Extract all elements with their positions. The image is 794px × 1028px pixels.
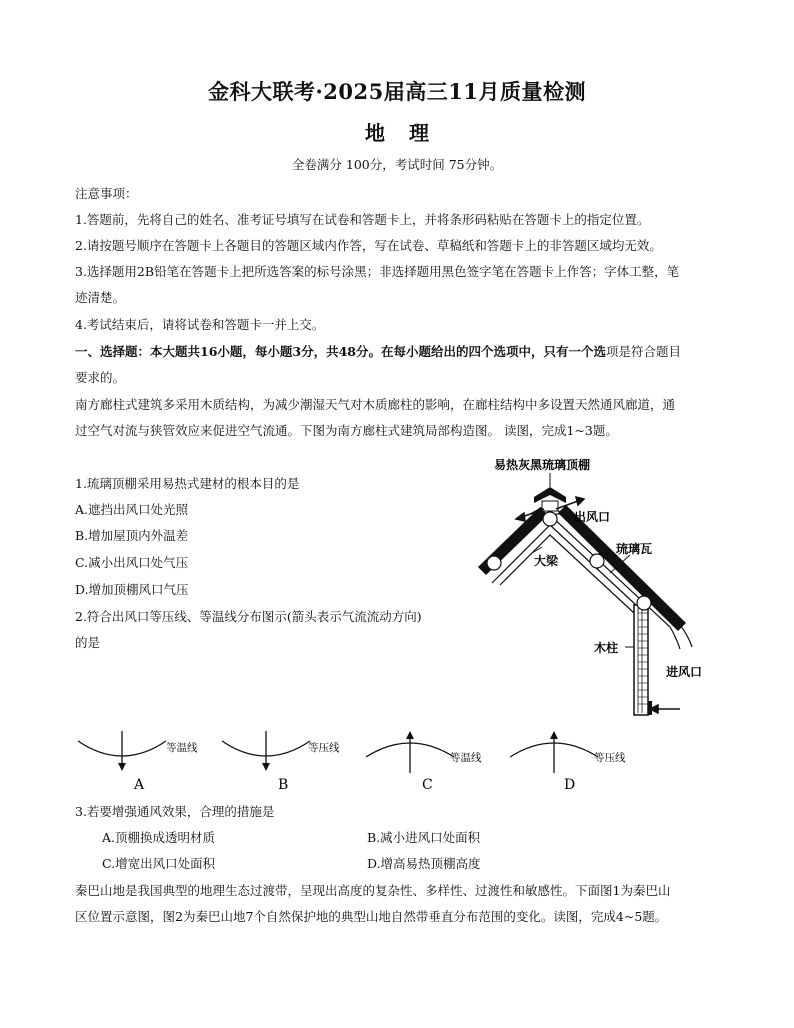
passage-line: 区位置示意图，图2为秦巴山地7个自然保护地的典型山地自然带垂直分布范围的变化。读图，完成4~5题。 [75,909,668,924]
curve-label: 等压线 [594,752,626,764]
label-outlet: 出风口 [574,510,611,524]
exam-info: 全卷满分 100分，考试时间 75分钟。 [291,157,503,172]
label-inlet: 进风口 [666,665,703,679]
q1-option-c: C.减小出风口处气压 [75,555,189,570]
label-glazed-tile: 琉璃瓦 [616,542,653,556]
note-item: 1.答题前，先将自己的姓名、准考证号填写在试卷和答题卡上，并将条形码粘贴在答题卡上的指定位置。 [75,212,650,227]
label-glass-canopy: 易热灰黑琉璃顶棚 [494,458,591,472]
diagram-d [510,731,626,793]
q3-option-b: B.减小进风口处面积 [367,830,481,845]
q1-option-d: D.增加顶棚风口气压 [75,582,189,597]
section-heading-bold: 一、选择题：本大题共16小题，每小题3分，共48分。在每小题给出的四个选项中，只有一个选 [75,344,606,359]
notes-heading: 注意事项： [75,186,138,201]
curve-label: 等温线 [450,752,482,764]
curve-label: 等温线 [166,742,198,754]
diagram-a [78,731,198,793]
q3-stem: 3.若要增强通风效果，合理的措施是 [75,804,275,819]
label-main-beam: 大梁 [534,554,559,568]
diagram-c [366,731,482,793]
passage-line: 秦巴山地是我国典型的地理生态过渡带，呈现出高度的复杂性、多样性、过渡性和敏感性。下面图1为秦巴山 [75,883,671,898]
q2-stem-line2: 的是 [75,635,101,650]
label-wood-column: 木柱 [594,641,619,655]
exam-title: 金科大联考·2025届高三11月质量检测 [208,79,586,104]
diagram-b [222,731,340,793]
curve-label: 等压线 [308,742,340,754]
option-letter: A [134,777,145,793]
q3-option-d: D.增高易热顶棚高度 [367,856,481,871]
q1-option-b: B.增加屋顶内外温差 [75,528,189,543]
subject-title: 地理 [365,121,453,145]
q1-option-a: A.遮挡出风口处光照 [75,502,189,517]
note-item: 4.考试结束后，请将试卷和答题卡一并上交。 [75,317,325,332]
note-item: 2.请按题号顺序在答题卡上各题目的答题区域内作答，写在试卷、草稿纸和答题卡上的非答题区域均无效。 [75,238,662,253]
passage-line: 南方廊柱式建筑多采用木质结构，为减少潮湿天气对木质廊柱的影响，在廊柱结构中多设置天然通风廊道，通 [75,397,676,412]
q1-stem: 1.琉璃顶棚采用易热式建材的根本目的是 [75,476,300,491]
option-letter: C [422,777,433,793]
wood-column [634,605,652,715]
inlet-arrow [650,705,680,713]
q3-option-a: A.顶棚换成透明材质 [102,830,216,845]
q2-stem: 2.符合出风口等压线、等温线分布图示(箭头表示气流流动方向) [75,609,422,624]
q2-option-diagrams [70,725,670,795]
passage-line: 过空气对流与狭管效应来促进空气流通。下图为南方廊柱式建筑局部构造图。 读图，完成1~3题。 [75,423,618,438]
option-letter: B [278,777,289,793]
note-item: 3.选择题用2B铅笔在答题卡上把所选答案的标号涂黑；非选择题用黑色签字笔在答题卡上作答；字体工整，笔 [75,264,680,279]
section-heading-line2: 要求的。 [75,370,126,385]
note-item: 迹清楚。 [75,290,126,305]
section-heading [75,342,681,360]
air-channel [532,503,692,649]
option-letter: D [564,777,576,793]
building-structure-figure [470,455,720,725]
q3-option-c: C.增宽出风口处面积 [102,856,216,871]
section-heading-rest: 项是符合题目 [606,344,682,359]
